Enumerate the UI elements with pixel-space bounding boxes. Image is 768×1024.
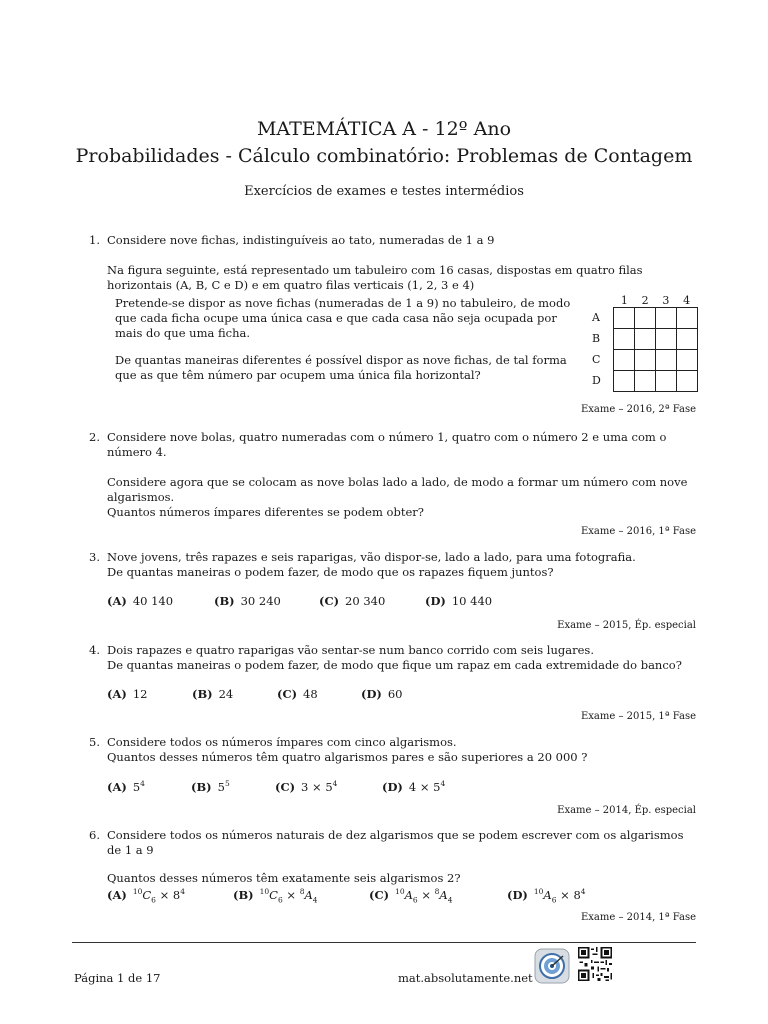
- question-text: Dois rapazes e quatro raparigas vão sentar-se num banco corrido com seis lugares.: [107, 643, 594, 657]
- answer-option: [361, 687, 403, 701]
- question-4: [89, 643, 697, 673]
- qr-code-icon: [578, 947, 612, 981]
- question-number: 2.: [89, 430, 100, 444]
- option-label: (A): [107, 888, 127, 902]
- board-row: [592, 349, 697, 370]
- option-label: (C): [275, 780, 296, 794]
- exam-source: Exame – 2015, 1ª Fase: [580, 711, 696, 722]
- question-text: De quantas maneiras o podem fazer, de modo que fique um rapaz em cada extremidade do banco?: [107, 658, 682, 672]
- board-figure: [592, 293, 697, 391]
- page-title: MATEMÁTICA A - 12º Ano: [256, 118, 512, 140]
- board-cell: [634, 328, 656, 350]
- answer-option: [369, 887, 453, 904]
- question-paragraph: De quantas maneiras diferentes é possível dispor as nove fichas, de tal forma que as que têm número par ocupem uma única fila horizontal?: [115, 353, 567, 382]
- option-label: (A): [107, 780, 127, 794]
- option-expression: $^{10}C_6 \times ^8A_4$: [259, 887, 318, 905]
- question-2: [89, 430, 697, 520]
- page-subtitle: Probabilidades - Cálculo combinatório: Problemas de Contagem: [75, 145, 693, 167]
- page-header: [0, 116, 768, 170]
- option-base: 5: [433, 780, 441, 794]
- question-text: Quantos desses números têm quatro algarismos pares e são superiores a 20 000 ?: [107, 750, 588, 764]
- board-row-label: D: [592, 374, 601, 387]
- question-3: [89, 550, 697, 580]
- option-value: 60: [387, 687, 403, 701]
- board-col-label: 2: [641, 294, 649, 307]
- option-prefix: 4 ×: [408, 780, 434, 794]
- option-value: 10 440: [451, 594, 493, 608]
- option-label: (C): [277, 687, 298, 701]
- page-number: Página 1 de 17: [74, 971, 161, 985]
- site-url[interactable]: mat.absolutamente.net: [398, 971, 533, 985]
- exam-source: Exame – 2015, Ép. especial: [557, 620, 696, 631]
- option-label: (D): [361, 687, 382, 701]
- option-label: (B): [192, 687, 213, 701]
- option-label: (A): [107, 594, 127, 608]
- option-label: (B): [191, 780, 212, 794]
- question-number: 4.: [89, 643, 100, 657]
- option-value: 20 340: [345, 594, 386, 608]
- answer-option: [107, 594, 173, 608]
- question-paragraph: Considere agora que se colocam as nove bolas lado a lado, de modo a formar um número com nove algarismos.: [107, 475, 688, 504]
- option-label: (D): [507, 888, 528, 902]
- answer-option: [382, 779, 445, 794]
- option-exponent: 4: [332, 779, 338, 788]
- option-value: 24: [218, 687, 234, 701]
- answer-option: [191, 779, 230, 794]
- board-row: [592, 328, 697, 349]
- board-cell: [676, 307, 698, 329]
- question-text: Considere todos os números naturais de dez algarismos que se podem escrever com os algarismos de 1 a 9: [107, 828, 684, 857]
- board-cell: [676, 328, 698, 350]
- board-cell: [655, 307, 677, 329]
- option-base: 5: [132, 780, 141, 794]
- question-number: 6.: [89, 828, 100, 842]
- question-5: [89, 735, 697, 765]
- option-value: 48: [303, 687, 318, 701]
- option-label: (D): [425, 594, 446, 608]
- question-intro: Na figura seguinte, está representado um tabuleiro com 16 casas, dispostas em quatro filas horizontais (A, B, C e D) e em quatro filas verticais (1, 2, 3 e 4): [107, 263, 643, 292]
- question-paragraph: Pretende-se dispor as nove fichas (numeradas de 1 a 9) no tabuleiro, de modo que cada ficha ocupe uma única casa e que cada casa não seja ocupada por mais do que uma ficha.: [115, 296, 571, 340]
- question-number: 1.: [89, 233, 100, 247]
- answer-option: [277, 687, 318, 701]
- answer-option: [107, 687, 147, 701]
- board-cell: [655, 370, 677, 392]
- board-cell: [676, 370, 698, 392]
- board-cell: [634, 370, 656, 392]
- question-number: 3.: [89, 550, 100, 564]
- board-col-label: 4: [683, 294, 691, 307]
- board-row-label: B: [592, 332, 601, 345]
- option-value: 12: [132, 687, 148, 701]
- board-cell: [676, 349, 698, 371]
- option-exponent: 5: [224, 779, 230, 788]
- question-1: [89, 233, 697, 391]
- option-expression: $^{10}C_6 \times 8^4$: [132, 887, 185, 905]
- question-text: Considere todos os números ímpares com cinco algarismos.: [107, 735, 457, 749]
- option-prefix: 3 ×: [301, 780, 326, 794]
- option-label: (B): [214, 594, 235, 608]
- question-text: Considere nove fichas, indistinguíveis ao tato, numeradas de 1 a 9: [107, 233, 495, 247]
- board-col-label: 1: [620, 294, 628, 307]
- option-base: 5: [325, 780, 333, 794]
- option-label: (B): [233, 888, 254, 902]
- answer-option: [214, 594, 281, 608]
- board-cell: [613, 370, 635, 392]
- sub-heading: Exercícios de exames e testes intermédios: [244, 184, 524, 199]
- option-exponent: 4: [440, 779, 446, 788]
- board-row-label: C: [592, 353, 601, 366]
- question-text: De quantas maneiras o podem fazer, de modo que os rapazes fiquem juntos?: [107, 565, 554, 579]
- answer-option: [192, 687, 233, 701]
- question-text: Quantos desses números têm exatamente seis algarismos 2?: [107, 871, 461, 885]
- answer-option: [233, 887, 318, 904]
- question-number: 5.: [89, 735, 100, 749]
- board-column-labels: [614, 293, 697, 307]
- board-cell: [655, 349, 677, 371]
- exam-source: Exame – 2016, 1ª Fase: [580, 526, 696, 537]
- footer-rule: [72, 942, 696, 943]
- board-cell: [613, 349, 635, 371]
- question-text: Nove jovens, três rapazes e seis raparigas, vão dispor-se, lado a lado, para uma fotografia.: [107, 550, 636, 564]
- board-cell: [613, 307, 635, 329]
- answer-option: [275, 779, 337, 794]
- answer-option: [425, 594, 492, 608]
- board-cell: [613, 328, 635, 350]
- board-cell: [655, 328, 677, 350]
- board-col-label: 3: [662, 294, 670, 307]
- option-exponent: 4: [140, 779, 145, 788]
- option-value: 40 140: [132, 594, 174, 608]
- board-cell: [634, 307, 656, 329]
- board-row-label: A: [592, 311, 600, 324]
- exam-source: Exame – 2014, 1ª Fase: [580, 912, 696, 923]
- question-paragraph: Quantos números ímpares diferentes se podem obter?: [107, 505, 424, 519]
- option-value: 30 240: [240, 594, 281, 608]
- answer-option: [507, 887, 586, 904]
- option-label: (C): [319, 594, 340, 608]
- exam-source: Exame – 2014, Ép. especial: [557, 805, 696, 816]
- option-expression: $^{10}A_6 \times 8^4$: [533, 887, 586, 905]
- target-logo-icon: [534, 948, 570, 984]
- answer-option: [107, 887, 185, 904]
- option-label: (D): [382, 780, 403, 794]
- option-base: 5: [217, 780, 225, 794]
- question-6: [89, 828, 697, 886]
- answer-option: [319, 594, 385, 608]
- board-row: [592, 307, 697, 328]
- option-label: (C): [369, 888, 390, 902]
- exam-source: Exame – 2016, 2ª Fase: [580, 404, 696, 415]
- option-label: (A): [107, 687, 127, 701]
- board-row: [592, 370, 697, 391]
- answer-option: [107, 779, 145, 794]
- question-text: Considere nove bolas, quatro numeradas com o número 1, quatro com o número 2 e uma com o número 4.: [107, 430, 667, 459]
- option-expression: $^{10}A_6 \times ^8A_4$: [395, 887, 453, 905]
- board-cell: [634, 349, 656, 371]
